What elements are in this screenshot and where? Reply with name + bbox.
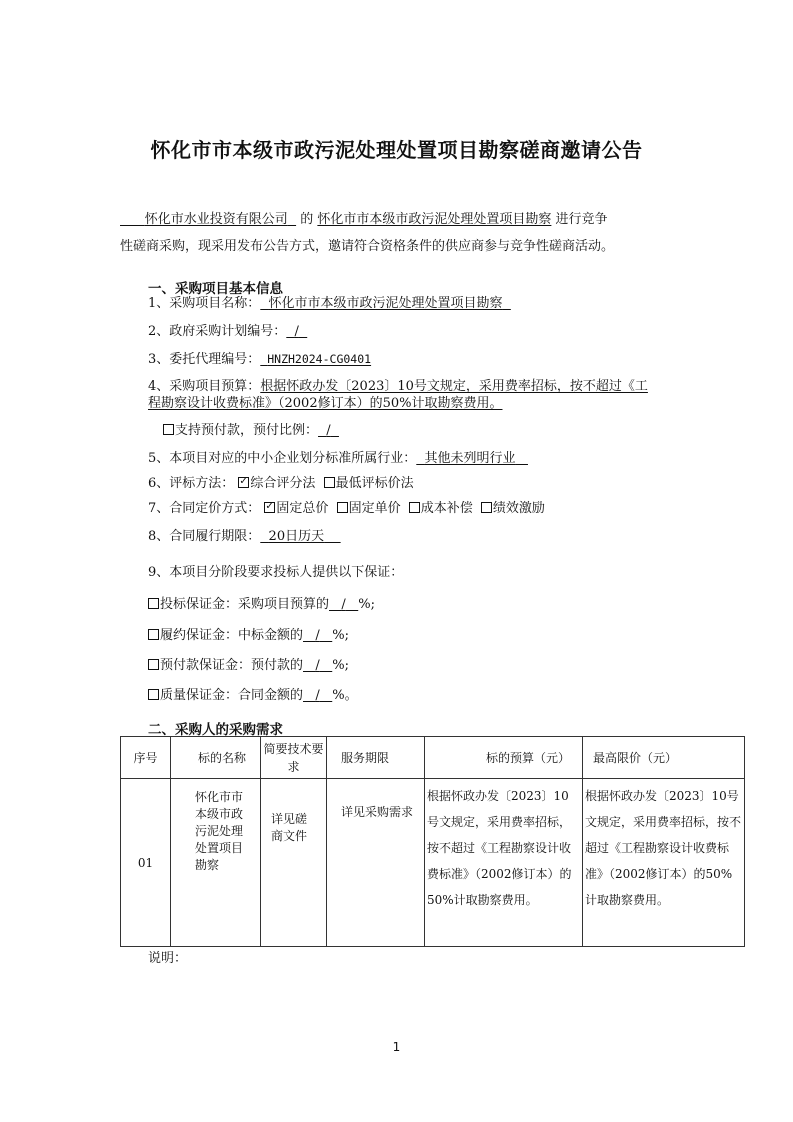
intro-tail: 进行竞争 — [555, 212, 608, 227]
intro-de: 的 — [300, 212, 314, 227]
item-7: 7、合同定价方式： ✓ 固定总价 固定单价 成本补偿 绩效激励 — [148, 501, 545, 517]
item-5: 5、本项目对应的中小企业划分标准所属行业： 其他未列明行业 — [148, 451, 516, 466]
guarantee-prepayment: 预付款保证金：预付款的 / %; — [148, 658, 349, 674]
pricing-cost-plus-checkbox[interactable] — [409, 502, 420, 513]
section1-heading: 一、采购项目基本信息 — [148, 281, 283, 297]
table-note: 说明： — [148, 951, 188, 966]
pricing-fixed-total-checkbox[interactable] — [264, 502, 275, 513]
guarantee-quality-checkbox[interactable] — [148, 689, 159, 700]
guarantee-performance-checkbox[interactable] — [148, 629, 159, 640]
col-header-budget: 标的预算（元） — [425, 737, 583, 779]
eval-comprehensive-checkbox[interactable] — [238, 477, 249, 488]
pricing-incentive-checkbox[interactable] — [481, 502, 492, 513]
item-8: 8、合同履行期限： 20日历天 — [148, 529, 325, 544]
col-header-period: 服务期限 — [327, 737, 425, 779]
cell-budget: 根据怀政办发〔2023〕10号文规定，采用费率招标，按不超过《工程勘察设计收费标准》（2002修订本）的50%计取勘察费用。 — [425, 779, 583, 947]
item-1: 1、采购项目名称： 怀化市市本级市政污泥处理处置项目勘察 — [148, 296, 503, 311]
guarantee-bid: 投标保证金：采购项目预算的 / %; — [148, 597, 375, 613]
prepay-checkbox[interactable] — [163, 424, 174, 435]
item-3: 3、委托代理编号： HNZH2024-CG0401 — [148, 352, 372, 367]
guarantee-quality: 质量保证金：合同金额的 / %。 — [148, 688, 358, 704]
prepay-option[interactable]: 支持预付款，预付比例： / — [163, 423, 339, 439]
requirements-table — [120, 736, 745, 947]
cell-tech: 详见磋商文件 — [261, 779, 327, 947]
intro-line-2: 性磋商采购，现采用发布公告方式，邀请符合资格条件的供应商参与竞争性磋商活动。 — [120, 239, 615, 254]
item-6: 6、评标方法： ✓ 综合评分法 最低评标价法 — [148, 476, 414, 492]
cell-name: 怀化市市本级市政污泥处理处置项目勘察 — [171, 779, 261, 947]
project-name: 怀化市市本级市政污泥处理处置项目勘察 — [317, 212, 552, 227]
item-9: 9、本项目分阶段要求投标人提供以下保证： — [148, 565, 404, 580]
buyer-name: 怀化市水业投资有限公司 — [144, 212, 288, 227]
cell-max-price: 根据怀政办发〔2023〕10号文规定，采用费率招标，按不超过《工程勘察设计收费标准》（2002修订本）的50%计取勘察费用。 — [583, 779, 745, 947]
guarantee-performance: 履约保证金：中标金额的 / %; — [148, 628, 349, 644]
item-4: 4、采购项目预算：根据怀政办发〔2023〕10号文规定，采用费率招标，按不超过《工 — [148, 379, 648, 394]
col-header-name: 标的名称 — [171, 737, 261, 779]
cell-no: 01 — [121, 779, 171, 947]
guarantee-bid-checkbox[interactable] — [148, 598, 159, 609]
col-header-tech: 简要技术要求 — [261, 737, 327, 779]
guarantee-prepayment-checkbox[interactable] — [148, 659, 159, 670]
pricing-fixed-unit-checkbox[interactable] — [337, 502, 348, 513]
eval-lowest-price-checkbox[interactable] — [324, 477, 335, 488]
cell-period: 详见采购需求 — [327, 779, 425, 947]
section2-heading: 二、采购人的采购需求 — [148, 722, 283, 738]
col-header-no: 序号 — [121, 737, 171, 779]
table-row — [121, 779, 745, 947]
item-2: 2、政府采购计划编号： / — [148, 324, 299, 339]
col-header-max-price: 最高限价（元） — [583, 737, 745, 779]
table-header-row — [121, 737, 745, 779]
page-number: 1 — [392, 1040, 401, 1054]
item-4-cont: 程勘察设计收费标准》（2002修订本）的50%计取勘察费用。 — [148, 396, 503, 411]
intro-line-1 — [120, 212, 608, 228]
page-title: 怀化市市本级市政污泥处理处置项目勘察磋商邀请公告 — [150, 138, 643, 162]
